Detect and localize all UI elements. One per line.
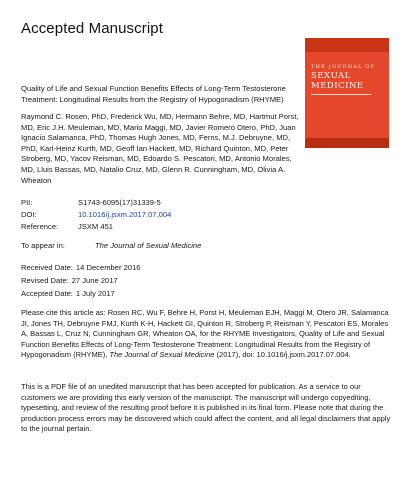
reference-label: Reference:: [21, 222, 59, 231]
article-authors: Raymond C. Rosen, PhD, Frederick Wu, MD, Hermann Behre, MD, Hartmut Porst, MD, Eric J.H. Meuleman, MD, Mario Maggi, MD, Javier Romero Otero, PhD, Juan Ignacio Salamanca, PhD, Thomas Hugh Jones, MD, Ferns, M.J. Debruyne, MD, PhD, Karl-Heinz Kurth, MD, Geoff Ian Hackett, MD, Richard Quinton, MD, Peter Stroberg, MD, Yacov Reisman, MD, Edoardo S. Pescatori, MD, Antonio Morales, MD, Lluis Bassas, MD, Natalio Cruz, MD, Glenn R. Cunningham, MD, Olivia A. Wheaton: [21, 112, 299, 185]
cover-small-title: THE JOURNAL OF: [311, 64, 376, 70]
revised-date-label: Revised Date:: [21, 276, 69, 285]
reference-row: [21, 222, 113, 232]
cover-title-line1: SEXUAL: [311, 71, 351, 81]
pii-label: PII:: [21, 198, 33, 207]
reference-value: JSXM 451: [78, 222, 114, 231]
received-date-value: 14 December 2016: [75, 263, 141, 272]
appear-in-journal: The Journal of Sexual Medicine: [95, 241, 202, 250]
cover-rule: [311, 94, 371, 95]
revised-date-row: [21, 276, 118, 286]
journal-cover-image: [305, 38, 389, 148]
received-date-row: [21, 263, 141, 273]
cover-footer-band: [305, 138, 389, 148]
pii-value: S1743-6095(17)31339-5: [78, 198, 161, 207]
appear-in-row: [21, 241, 201, 251]
citation-journal: The Journal of Sexual Medicine: [109, 350, 215, 360]
doi-label: DOI:: [21, 210, 37, 219]
accepted-date-row: [21, 289, 115, 299]
accepted-date-label: Accepted Date:: [21, 289, 73, 298]
cover-top-band: [305, 38, 389, 52]
received-date-label: Received Date:: [21, 263, 73, 272]
citation-paragraph: [21, 308, 393, 361]
pii-row: [21, 198, 161, 208]
cover-title-line2: MEDICINE: [311, 81, 364, 91]
citation-text: Please cite this article as: Rosen RC, Wu F, Behre H, Porst H, Meuleman EJH, Maggi M, Otero JR, Salamanca JI, Jones TH, Debruyne FMJ, Kurth K-H, Hackett GI, Quinton R, Stroberg P, Reisman Y, Pescatori ES, Morales A, Bassas L, Cruz N, Cunningham GR, Wheaton OA, for the RHYME Investigators, Quality of Life and Sexual Function Benefits Effects of Long-Term Testosterone Treatment: Longitudinal Results from the Registry of Hypogonadism (RHYME),: [21, 308, 389, 360]
doi-link[interactable]: 10.1016/j.jsxm.2017.07.004: [78, 210, 172, 219]
revised-date-value: 27 June 2017: [71, 276, 118, 285]
citation-doi-text: (2017), doi: 10.1016/j.jsxm.2017.07.004.: [216, 350, 351, 360]
accepted-date-value: 1 July 2017: [75, 289, 115, 298]
doi-row: [21, 210, 171, 220]
article-title: Quality of Life and Sexual Function Benefits Effects of Long-Term Testosterone Treatment: Longitudinal Results from the Registry of Hypogonadism (RHYME): [21, 84, 286, 104]
page-heading: Accepted Manuscript: [21, 20, 163, 37]
disclaimer-paragraph: This is a PDF file of an unedited manuscript that has been accepted for publication. As a service to our customers we are providing this early version of the manuscript. The manuscript will undergo copyediting, typesetting, and review of the resulting proof before it is published in its final form. Please note that during the production process errors may be discovered which could affect the content, and all legal disclaimers that apply to the journal pertain.: [21, 382, 391, 434]
appear-in-label: To appear in:: [21, 241, 65, 250]
